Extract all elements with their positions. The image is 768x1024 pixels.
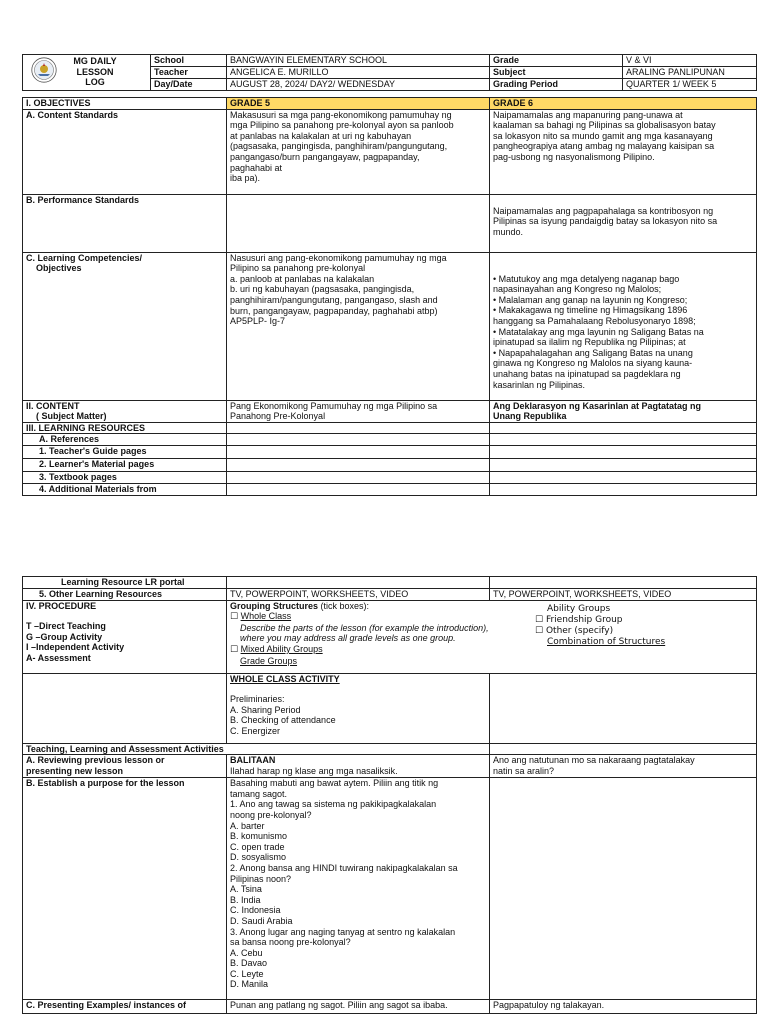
title-line-3: LOG bbox=[85, 77, 105, 88]
procedure-label-cell bbox=[23, 600, 227, 673]
text-line: hanggang sa Pamahalaang Rebolusyonaryo 1898; bbox=[493, 315, 696, 326]
combination-label: Combination of Structures bbox=[547, 636, 666, 647]
empty-cell bbox=[490, 434, 757, 446]
learners-material-label: 2. Learner's Material pages bbox=[23, 458, 227, 471]
review-label bbox=[23, 755, 227, 778]
text-line: Nasusuri ang pang-ekonomikong pamumuhay ng mga bbox=[230, 252, 447, 263]
date-label: Day/Date bbox=[151, 78, 227, 90]
purpose-g6 bbox=[490, 778, 757, 1000]
other-resources-g6: TV, POWERPOINT, WORKSHEETS, VIDEO bbox=[490, 588, 757, 600]
date-value: AUGUST 28, 2024/ DAY2/ WEDNESDAY bbox=[227, 78, 490, 90]
text-line: pangangaso/burn pangangayaw, pagpapanday, bbox=[230, 151, 420, 162]
other-specify-option[interactable] bbox=[535, 626, 735, 637]
content-g6 bbox=[490, 400, 757, 422]
other-resources-label: 5. Other Learning Resources bbox=[23, 588, 227, 600]
presenting-g6: Pagpapatuloy ng talakayan. bbox=[490, 1000, 757, 1014]
grouping-structures-cell bbox=[227, 600, 757, 673]
text-line: B. India bbox=[230, 894, 261, 905]
preliminaries-title: Preliminaries: bbox=[230, 694, 285, 705]
other-resources-g5: TV, POWERPOINT, WORKSHEETS, VIDEO bbox=[227, 588, 490, 600]
text-line: • Makakagawa ng timeline ng Himagsikang 1896 bbox=[493, 305, 688, 316]
title-line-1: MG DAILY bbox=[73, 56, 117, 66]
spacer bbox=[230, 684, 486, 694]
empty-cell bbox=[227, 483, 490, 495]
checkbox-icon[interactable]: ☐ bbox=[230, 644, 239, 655]
text-line: C. Indonesia bbox=[230, 905, 281, 916]
whole-class-option[interactable] bbox=[230, 611, 530, 623]
text-line: a. panloob at panlabas na kalakalan bbox=[230, 273, 375, 284]
text-line: ( Subject Matter) bbox=[36, 411, 107, 422]
whole-class-label: Whole Class bbox=[240, 611, 292, 622]
empty-cell bbox=[490, 445, 757, 458]
empty-cell bbox=[490, 458, 757, 471]
objectives-table bbox=[22, 97, 757, 496]
grading-period-label: Grading Period bbox=[490, 78, 623, 90]
balitaan-title: BALITAAN bbox=[230, 755, 276, 766]
tla-header: Teaching, Learning and Assessment Activities bbox=[23, 743, 490, 755]
text-line: Ang Deklarasyon ng Kasarinlan at Pagtatatag ng bbox=[493, 400, 702, 411]
text-line: Pilipinas noon? bbox=[230, 873, 292, 884]
school-label: School bbox=[151, 55, 227, 67]
text-line: 3. Anong lugar ang naging tanyag at sentro ng kalakalan bbox=[230, 926, 456, 937]
mixed-ability-label: Mixed Ability Groups bbox=[240, 643, 323, 654]
text-line: Unang Republika bbox=[493, 411, 567, 422]
text-line: ipinatupad sa ilalim ng Republika ng Pilipinas; at bbox=[493, 337, 686, 348]
empty-cell bbox=[490, 577, 757, 589]
text-line: A. barter bbox=[230, 820, 265, 831]
legend-assessment: A- Assessment bbox=[26, 652, 91, 663]
grouping-title: Grouping Structures bbox=[230, 600, 319, 611]
teacher-value: ANGELICA E. MURILLO bbox=[227, 67, 490, 79]
text-line: at panlabas na kalakalan at uri ng kabuhayan bbox=[230, 130, 412, 141]
text-line: D. Saudi Arabia bbox=[230, 915, 293, 926]
empty-cell bbox=[227, 445, 490, 458]
checkbox-icon[interactable]: ☐ bbox=[535, 614, 544, 625]
text-line: D. Manila bbox=[230, 979, 269, 990]
competencies-g5 bbox=[227, 252, 490, 400]
text-line: panghihiram/pangungutang, pangangaso, slash and bbox=[230, 294, 438, 305]
text-line: kasarinlan ng Pilipinas. bbox=[493, 379, 586, 390]
review-g6 bbox=[490, 755, 757, 778]
empty-cell bbox=[490, 673, 757, 743]
text-line: Naipamamalas ang mapanuring pang-unawa at bbox=[493, 109, 683, 120]
preliminary-item: B. Checking of attendance bbox=[230, 715, 336, 726]
school-value: BANGWAYIN ELEMENTARY SCHOOL bbox=[227, 55, 490, 67]
content-standards-label: A. Content Standards bbox=[23, 109, 227, 194]
subject-value: ARALING PANLIPUNAN bbox=[623, 67, 757, 79]
content-standards-g6 bbox=[490, 109, 757, 194]
grouping-structures bbox=[230, 600, 753, 666]
performance-standards-g5 bbox=[227, 194, 490, 252]
friendship-group-label: Friendship Group bbox=[545, 614, 623, 625]
whole-class-activity-title: WHOLE CLASS ACTIVITY bbox=[230, 673, 340, 684]
subject-label: Subject bbox=[490, 67, 623, 79]
text-line: C. Leyte bbox=[230, 968, 264, 979]
text-line: sa bansa noong pre-kolonyal? bbox=[230, 937, 351, 948]
friendship-group-option[interactable] bbox=[535, 615, 735, 626]
text-line: pangheograpiya atang ambag ng malayang kaisipan sa bbox=[493, 141, 715, 152]
text-line: • Napapahalagahan ang Saligang Batas na unang bbox=[493, 347, 693, 358]
text-line: Panahong Pre-Kolonyal bbox=[230, 411, 326, 422]
grouping-title-line bbox=[230, 601, 530, 612]
whole-class-desc: Describe the parts of the lesson (for example the introduction), bbox=[240, 622, 489, 633]
text-line: • Malalaman ang ganap na layunin ng Kongreso; bbox=[493, 294, 688, 305]
empty-cell bbox=[23, 673, 227, 743]
competencies-label bbox=[23, 252, 227, 400]
grade-groups-label: Grade Groups bbox=[240, 655, 298, 666]
additional-materials-label: 4. Additional Materials from bbox=[23, 483, 227, 495]
legend-group-activity: G –Group Activity bbox=[26, 631, 103, 642]
text-line: Pilipinas sa isyung pandaigdig batay sa lokasyon nito sa bbox=[493, 216, 718, 227]
lr-portal-label: Learning Resource LR portal bbox=[23, 577, 227, 589]
deped-seal-icon bbox=[31, 57, 57, 83]
text-line: burn, pangangayaw, pagpapanday, paghahabi atbp) bbox=[230, 305, 438, 316]
performance-standards-label: B. Performance Standards bbox=[23, 194, 227, 252]
text-line: Naipamamalas ang pagpapahalaga sa kontribosyon ng bbox=[493, 205, 714, 216]
text-line: C. Learning Competencies/ bbox=[26, 252, 143, 263]
text-line: 2. Anong bansa ang HINDI tuwirang nakipagkalakalan sa bbox=[230, 862, 458, 873]
legend-independent-activity: I –Independent Activity bbox=[26, 642, 125, 653]
text-line: iba pa). bbox=[230, 173, 261, 184]
competencies-g6 bbox=[490, 252, 757, 400]
text-line: Pilipino sa panahong pre-kolonyal bbox=[230, 263, 366, 274]
whole-class-activity-cell bbox=[227, 673, 490, 743]
text-line: AP5PLP- Ig-7 bbox=[230, 316, 286, 327]
text-line: Ilahad harap ng klase ang mga nasaliksik. bbox=[230, 765, 398, 776]
lesson-log-table-bottom bbox=[22, 576, 756, 1014]
empty-cell bbox=[490, 483, 757, 495]
empty-cell bbox=[227, 471, 490, 483]
text-line: Pang Ekonomikong Pamumuhay ng mga Pilipino sa bbox=[230, 400, 438, 411]
text-line: D. sosyalismo bbox=[230, 852, 287, 863]
text-line: Makasusuri sa mga pang-ekonomikong pamumuhay ng bbox=[230, 109, 452, 120]
learning-resources-label: III. LEARNING RESOURCES bbox=[23, 422, 227, 434]
grouping-note: (tick boxes): bbox=[318, 600, 370, 611]
checkbox-icon[interactable]: ☐ bbox=[535, 625, 544, 636]
text-line: Ano ang natutunan mo sa nakaraang pagtatalakay bbox=[493, 755, 695, 766]
header-table bbox=[22, 54, 757, 91]
textbook-label: 3. Textbook pages bbox=[23, 471, 227, 483]
grade-label: Grade bbox=[490, 55, 623, 67]
empty-cell bbox=[490, 471, 757, 483]
text-line: paghahabi at bbox=[230, 162, 283, 173]
text-line: sa lokasyon nito sa mundo gamit ang mga kasanayang bbox=[493, 130, 713, 141]
legend-direct-teaching: T –Direct Teaching bbox=[26, 621, 106, 632]
text-line: Basahing mabuti ang bawat aytem. Piliin ang titik ng bbox=[230, 778, 439, 789]
text-line: II. CONTENT bbox=[26, 400, 80, 411]
text-line: • Matutukoy ang mga detalyeng naganap bago bbox=[493, 273, 680, 284]
text-line: B. Davao bbox=[230, 958, 268, 969]
whole-class-desc: where you may address all grade levels as one group. bbox=[240, 633, 456, 644]
text-line: natin sa aralin? bbox=[493, 765, 555, 776]
text-line: mundo. bbox=[493, 226, 524, 237]
empty-cell bbox=[227, 458, 490, 471]
preliminary-item: A. Sharing Period bbox=[230, 704, 301, 715]
text-line: C. open trade bbox=[230, 841, 285, 852]
purpose-label: B. Establish a purpose for the lesson bbox=[23, 778, 227, 1000]
text-line: kaalaman sa bahagi ng Pilipinas sa globalisasyon batay bbox=[493, 120, 716, 131]
grouping-right bbox=[535, 604, 735, 648]
teachers-guide-label: 1. Teacher's Guide pages bbox=[23, 445, 227, 458]
procedure-label: IV. PROCEDURE bbox=[26, 600, 97, 611]
empty-cell bbox=[227, 434, 490, 446]
grade5-header: GRADE 5 bbox=[227, 97, 490, 109]
references-label: A. References bbox=[23, 434, 227, 446]
text-line: A. Tsina bbox=[230, 884, 262, 895]
content-label bbox=[23, 400, 227, 422]
empty-cell bbox=[490, 422, 757, 434]
performance-standards-g6 bbox=[490, 194, 757, 252]
text-line: tamang sagot. bbox=[230, 788, 288, 799]
header-logo-cell bbox=[23, 55, 151, 91]
spacer bbox=[26, 611, 223, 621]
text-line: noong pre-kolonyal? bbox=[230, 809, 312, 820]
text-line: • Matatalakay ang mga layunin ng Saligang Batas na bbox=[493, 326, 704, 337]
text-line: B. komunismo bbox=[230, 831, 288, 842]
presenting-g5: Punan ang patlang ng sagot. Piliin ang sagot sa ibaba. bbox=[227, 1000, 490, 1014]
mixed-ability-option[interactable] bbox=[230, 644, 530, 656]
lesson-log-table-top bbox=[22, 54, 756, 496]
teacher-label: Teacher bbox=[151, 67, 227, 79]
grade6-header: GRADE 6 bbox=[490, 97, 757, 109]
text-line: A. Cebu bbox=[230, 947, 263, 958]
preliminary-item: C. Energizer bbox=[230, 725, 281, 736]
grading-period-value: QUARTER 1/ WEEK 5 bbox=[623, 78, 757, 90]
text-line: mga Pilipino sa panahong pre-kolonyal ayon sa panloob bbox=[230, 120, 454, 131]
text-line: 1. Ano ang tawag sa sistema ng pakikipagkalakalan bbox=[230, 799, 437, 810]
text-line: napasinayahan ang Kongreso ng Malolos; bbox=[493, 284, 662, 295]
empty-cell bbox=[227, 422, 490, 434]
title-line-2: LESSON bbox=[76, 66, 114, 77]
empty-cell bbox=[490, 743, 757, 755]
checkbox-icon[interactable]: ☐ bbox=[230, 612, 239, 623]
grouping-left bbox=[230, 601, 530, 667]
ability-groups-label: Ability Groups bbox=[547, 603, 611, 614]
text-line: presenting new lesson bbox=[26, 765, 124, 776]
text-line: Objectives bbox=[36, 263, 82, 274]
text-line: (pagsasaka, pangingisda, panghihiram/pangungutang, bbox=[230, 141, 448, 152]
text-line: A. Reviewing previous lesson or bbox=[26, 755, 165, 766]
purpose-g5 bbox=[227, 778, 490, 1000]
empty-cell bbox=[227, 577, 490, 589]
grade-value: V & VI bbox=[623, 55, 757, 67]
procedure-table bbox=[22, 576, 757, 1014]
content-g5 bbox=[227, 400, 490, 422]
lesson-log-title bbox=[65, 56, 125, 88]
text-line: b. uri ng kabuhayan (pagsasaka, pangingisda, bbox=[230, 284, 415, 295]
review-g5 bbox=[227, 755, 490, 778]
other-specify-label: Other (specify) bbox=[545, 625, 614, 636]
presenting-examples-label: C. Presenting Examples/ instances of bbox=[23, 1000, 227, 1014]
objectives-label: I. OBJECTIVES bbox=[23, 97, 227, 109]
text-line: unahang batas na ipinatupad sa pagdeklara ng bbox=[493, 368, 681, 379]
content-standards-g5 bbox=[227, 109, 490, 194]
text-line: ginawa ng Kongreso ng Malolos na siyang kauna- bbox=[493, 358, 693, 369]
text-line: pag-usbong ng nasyonalismong Pilipino. bbox=[493, 151, 655, 162]
